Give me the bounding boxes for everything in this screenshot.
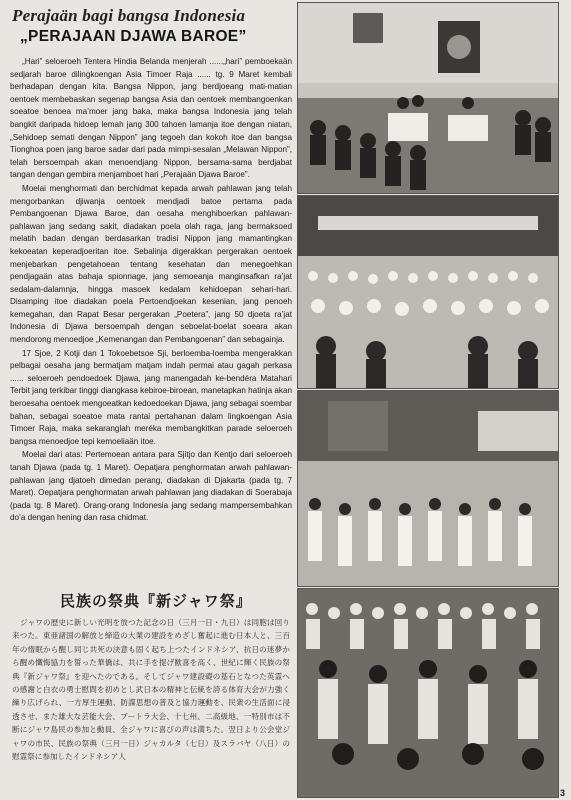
article-paragraph: „Hari” seloeroeh Tentera Hindia Belanda menjerah ......„hari” pemboekaän sedjarah baroe dilingkoengan Asia Timoer Raja ...... tg. 9 Maret kembali berhadapan dengan kita. Bangsa Nippon, jang berdjoeang mati-matian oentoek membebaskan segenap bangsa Asia dan oentoek membangoenkan soeatoe benoea ma’moer jang baka, maka bangsa Indonesia jang telah bangkit daripada hidoep lemah jang 300 tahoen lamanja itoe dengan niatan, „Sehidoep semati dengan Nippon” jang tegoeh dan kokoh itoe dan bangsa Tionghoa poen jang baroe sadar dari pada mimpi-sesalan „Melawan Nippon”, telah bersoempah akan menoendjang Nippon, bersama-sama berdjabat tangan dengan gembira menjamboet hari „Perajaän Djawa Baroe”. <box>10 57 292 180</box>
photo-memorial-djakarta <box>297 195 559 389</box>
article-paragraph: Moelai dari atas: Pertemoean antara para Sjitjo dan Kentjo dari seloeroeh tanah Djawa (pada tg. 1 Maret). Oepatjara penghormatan arwah pahlawan-pahlawan jang djatoeh dimedan perang, diadakan di Djakarta (pada tg. 7 Maret). Oepatjara penghormatan arwah pahlawan jang diadakan di Soerabaja (pada tg. 8 Maret). Orang-orang Indonesia jang sedang mampersembahkan do’a dengan hening dan rasa chidmat. <box>10 450 292 523</box>
article-kicker: Perajaän bagi bangsa Indonesia <box>12 6 246 25</box>
japanese-article-text: ジャワの歴史に新しい光明を放つた記念の日（三月一日・九日）は同胞は回り来つた。東亜諸国の解放と締造の大業の建設をめざし奮起に進む日本人と、三百年の惰眠から醒し同じ共死の決意も固く起ち上つたインドネシア、抗日の迷夢から醒め懺悔協力を誓った華僑は、共に手を提げ歓喜を高く、世紀に輝く民族の祭典『新ジャワ祭』を迎へたのである。そしてジャワ建設礎の基石となつた英霊への感謝と白衣の勇士慰問を初めとし武日本の精神と伝統を誇る体育大会が力強く繰り広げられ、一方厚生運動、防諜思想の普及と協力運動を、民衆の生活面に浸透させ、また雄大な芸能大会、ブートラ大会、十七州、二高級地、一特別市は不断にジャワ島民の参加と動員、全ジャワに喜びの声は満ちた。翌日より公会堂ジャワの市民、民族の祭典（三月一日）ジャカルタ（七日）及スラバヤ（八日）の慰霊祭に参加したインドネシア人 <box>12 618 290 762</box>
article-paragraph: Moelai menghormati dan berchidmat kepada arwah pahlawan jang telah mengorbankan djiwanja oentoek mendjadi batoe pertama pada Pembangoenan Djawa Baroe, dan oesaha menghiboerkan pahlawan-pahlawan jang sedang sakit, diadakan poela olah raga, jang bermaksoed melatih badan dengan berdasarkan tradisi Nippon jang mamantingkan kekoeatan keperadjoeritan itoe. Sebalinja digerakkan pergerakan oentoek menjebarkan pengetahoean tentang kesehatan dan menegoehkan pendjagaän atas bahaja spionnage, jang semoeanja manginsafkan ra’jat sedalam-dalamnja, hingga masoek kedalam kehidoepan sehari-hari. Disamping itoe diadakan poela Pertoendjoekan kesenian, jang penoeh kemegahan, dan Rapat Besar pergerakan „Poetera”, jang 50 djoeta ra’jat Indonesia di Djawa bersoempah dengan seboelat-boelat soeara akan mendorong menoedjoe „Kemenangan dan Pembangoenan” dan sebagainja. <box>10 183 292 345</box>
photo-memorial-soerabaja <box>297 390 559 587</box>
article-column <box>10 6 292 526</box>
article-paragraph: 17 Sjoe, 2 Kotji dan 1 Tokoebetsoe Sji, berloemba-loemba mengerakkan pelbagai oesaha jang bermatjam matjam indah permai atau gagah perkasa ...... seloeroeh pendoedoek Djawa, jang manengadah ke-bendéra Matahari Terbit jang terkibar tinggi diangkasa kebiroe-biroean, manetapkan hatinja akan beroesaha oentoek mengoeatkan kedoedoekan Djawa, jang sebagai soembar bahan, sebagai soeatoe mata rantai pertahanan dalam lingkoengan Asia Timoer Raja, maka sekaranglah meréka membangkitkan parade seloeroeh bangsa menoedjoe tepi kemoeliaän itoe. <box>10 348 292 446</box>
photo-meeting-hall <box>297 2 559 194</box>
japanese-headline: 民族の祭典『新ジャワ祭』 <box>60 592 252 610</box>
photo-praying-crowd <box>297 588 559 798</box>
article-headline: „PERAJAAN DJAWA BAROE” <box>20 28 247 45</box>
page-number: 3 <box>559 788 565 798</box>
